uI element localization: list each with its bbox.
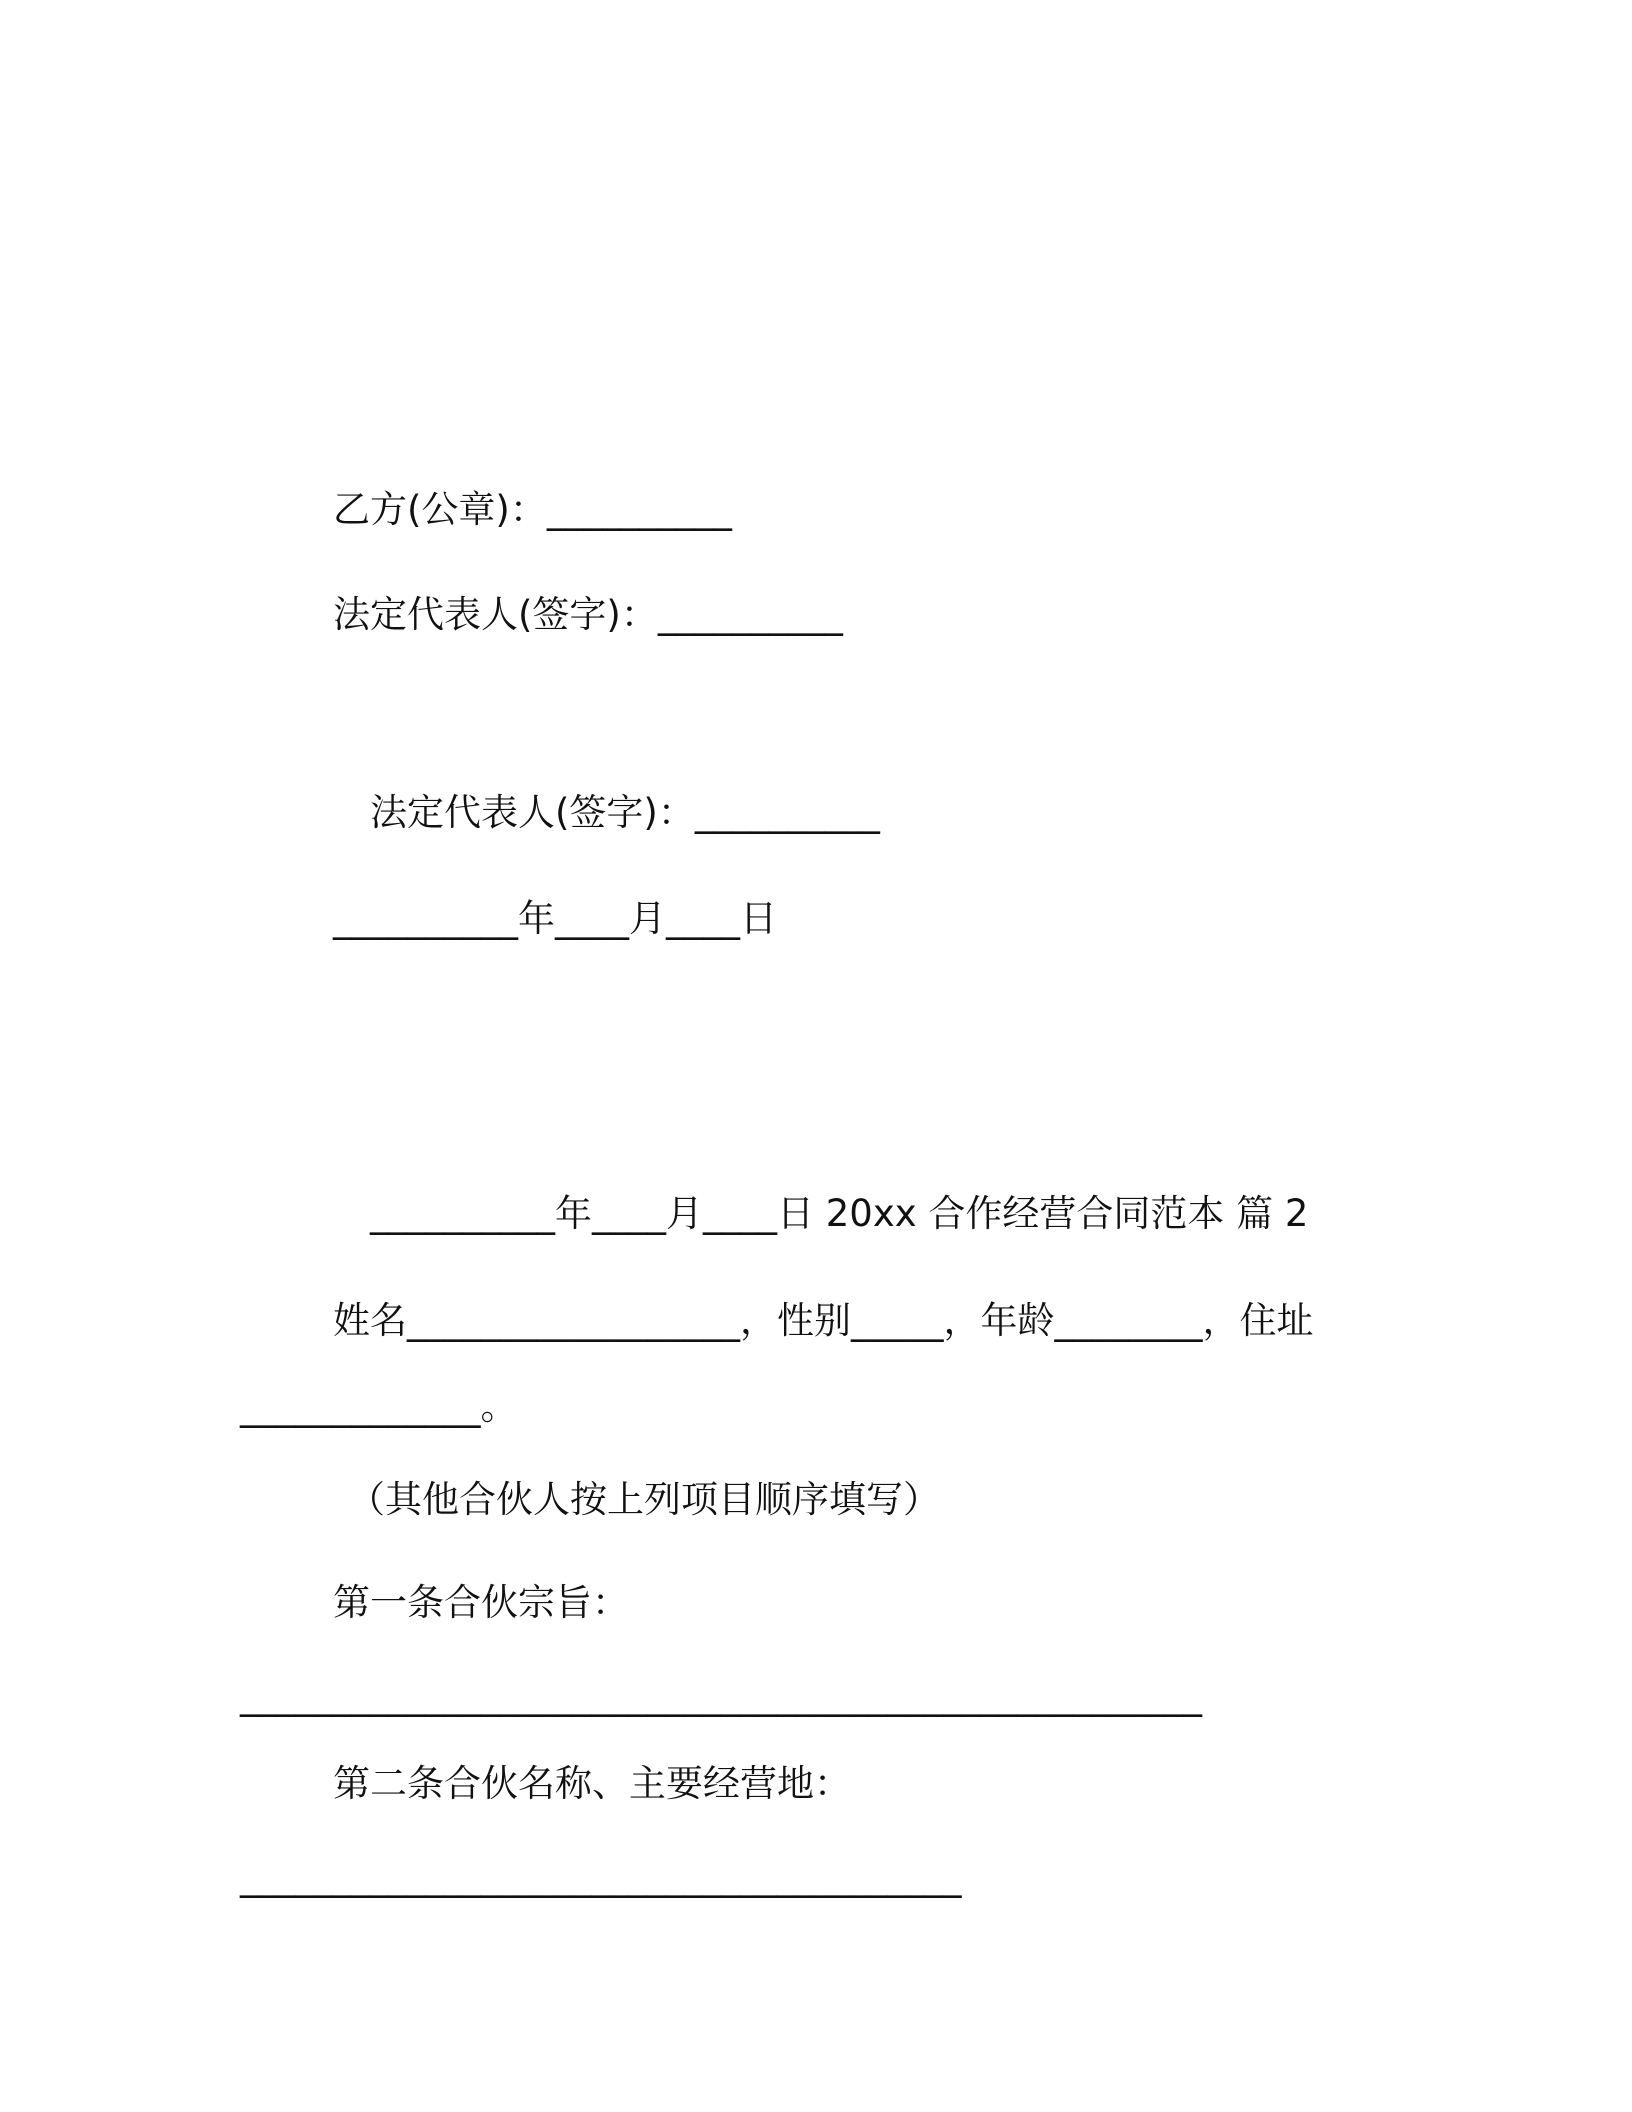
article-one-blank: ____________________________________________________ (240, 1674, 1202, 1717)
party-b-seal-line: 乙方(公章)：__________ (333, 488, 732, 531)
date-line: __________年____月____日 (333, 897, 777, 940)
instruction-line: （其他合伙人按上列项目顺序填写） (348, 1478, 940, 1521)
date-and-title-line: __________年____月____日 20xx 合作经营合同范本 篇 2 (370, 1192, 1309, 1235)
article-two-heading: 第二条合伙名称、主要经营地： (333, 1762, 851, 1805)
article-two-blank: _______________________________________ (240, 1855, 962, 1898)
legal-representative-signature-line-2: 法定代表人(签字)：__________ (370, 791, 880, 834)
legal-representative-signature-line: 法定代表人(签字)：__________ (333, 593, 843, 636)
partner-info-line: 姓名__________________，性别_____，年龄________，住址 (333, 1299, 1314, 1342)
address-continuation-line: _____________。 (240, 1385, 518, 1428)
article-one-heading: 第一条合伙宗旨： (333, 1581, 629, 1624)
